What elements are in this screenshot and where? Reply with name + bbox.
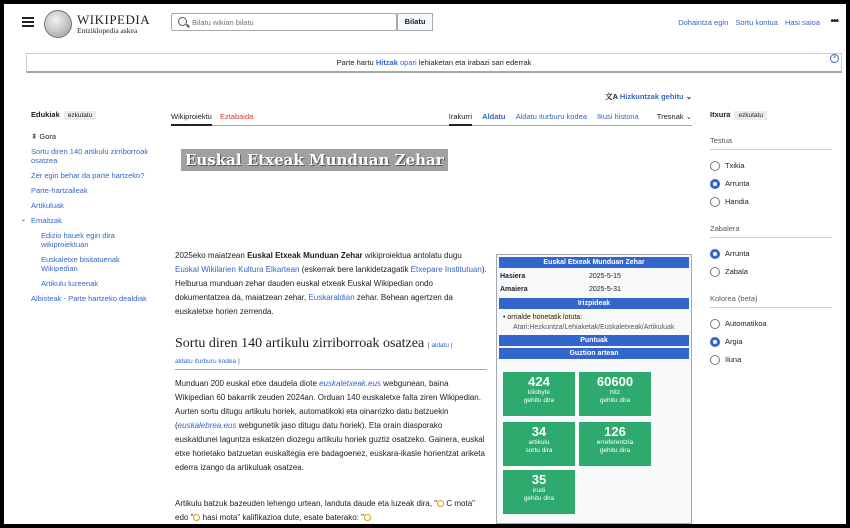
radio-color-auto[interactable]: Automatikoa <box>710 316 832 334</box>
tagline: Entziklopedia askea <box>77 26 138 35</box>
heading-divider <box>175 369 487 370</box>
section-heading: Sortu diren 140 artikulu zirriborroak osatzea [ aldatu | aldatu iturburu kodea ] <box>175 336 453 365</box>
infobox-title: Euskal Etxeak Munduan Zehar <box>499 257 689 268</box>
tab-edit-source[interactable]: Aldatu iturburu kodea <box>515 112 587 121</box>
toc-item[interactable]: Artikuluak <box>31 201 64 210</box>
chevron-down-icon[interactable]: ⌄ <box>21 217 27 223</box>
toc-hide-button[interactable]: ezkutatu <box>64 111 97 120</box>
search-button[interactable]: Bilatu <box>397 13 433 31</box>
tab-talk[interactable]: Eztabaida <box>219 112 254 121</box>
points-title[interactable]: Puntuak <box>499 335 689 346</box>
radio-color-light[interactable]: Argia <box>710 334 832 352</box>
stat-words: 60600 hitz gehitu dira <box>579 372 651 416</box>
summary-title: Guztion artean <box>499 348 689 359</box>
end-value: 2025-5-31 <box>589 286 621 293</box>
toc-subitem[interactable]: Euskaletxe bisitatuenak Wikipedian <box>41 255 120 273</box>
donate-link[interactable]: Dohaintza egin <box>678 18 729 27</box>
toc-subitem[interactable]: Artikulu luzeenak <box>41 279 99 288</box>
link-euskalebrea[interactable]: euskalebrea.eus <box>177 421 237 430</box>
start-label: Hasiera <box>500 273 526 280</box>
appearance-panel <box>710 110 832 370</box>
body-paragraph: Munduan 200 euskal etxe daudela diote euskaletxeak.eus webgunean, baina Wikipedian 60 bakarrik zeuden 2024an. Orduan 140 euskaletxe falta ziren Wikipedian. Aurten sortu ditugu artikulu horiek, automatikoki eta oinarrizko datu batzuekin (euskalebrea.eus webgunetik jaso ditugu datu horiek). Eta orain diasporako euskaldunei laguntza eskatzen diozegu artikulu horiek guztiz osatzeko. Gainera, euskal etxe horietako batzuetan euskaltegia ere badagoenez, euskara-ikasle horientzat ariketa ederra izango da artikuluak osatzea. <box>175 379 485 472</box>
tab-project[interactable]: Wikiproiektu <box>171 112 212 126</box>
search-icon <box>178 17 187 26</box>
chevron-down-icon: ⌄ <box>685 92 692 101</box>
menu-icon[interactable] <box>22 17 34 27</box>
search-box[interactable] <box>171 13 397 31</box>
criteria-list: • orrialde honetatik lotuta: Atari:Hezkuntza/Lehiaketak/Euskaletxeak/Artikuluak <box>499 311 689 335</box>
more-icon[interactable]: ••• <box>830 16 838 27</box>
infobox <box>496 254 692 524</box>
criteria-title: Irizpideak <box>499 298 689 309</box>
tab-read[interactable]: Irakurri <box>449 112 472 126</box>
page <box>4 4 846 524</box>
radio-text-large[interactable]: Handia <box>710 194 832 212</box>
section-edit-source-link[interactable]: aldatu iturburu kodea <box>175 358 237 365</box>
toc-subitem[interactable]: Edizio hauek egin dira wikiproiektuan <box>41 231 115 249</box>
site-header <box>4 4 846 44</box>
toc-item[interactable]: Sortu diren 140 artikulu zirriborroak osatzea <box>31 147 149 165</box>
appearance-title: Itxura <box>710 110 731 119</box>
tab-edit[interactable]: Aldatu <box>482 112 506 121</box>
toc-item[interactable]: Zer egin behar da parte hartzeko? <box>31 171 145 180</box>
notice-link-opari[interactable]: opari <box>400 58 417 67</box>
stat-images: 35 irudi gehitu dira <box>503 470 575 514</box>
radio-width-wide[interactable]: Zabala <box>710 264 832 282</box>
section-edit-link[interactable]: aldatu <box>431 342 450 349</box>
body-paragraph: Artikulu batzuk bazeuden lehengo urtean, landuta daude eta luzeak dira, " C mota" edo " hasi mota" kalifikazioa dute, esate baterako: " <box>175 499 475 522</box>
search-input[interactable] <box>192 16 392 28</box>
tab-history[interactable]: Ikusi historia <box>597 112 639 121</box>
hero-title: Euskal Etxeak Munduan Zehar <box>181 149 448 171</box>
toc-top[interactable]: ⇞ Gora <box>31 132 57 141</box>
toc-item[interactable]: Parte-hartzaileak <box>31 186 88 195</box>
link-elkartea[interactable]: Euskal Wikilarien Kultura Elkartean <box>175 265 300 274</box>
stat-references: 126 erreferentzia gehitu dira <box>579 422 651 466</box>
login-link[interactable]: Hasi saioa <box>784 18 820 27</box>
appearance-hide-button[interactable]: ezkutatu <box>734 111 767 120</box>
width-label: Zabalera <box>710 224 832 238</box>
face-icon <box>364 514 371 521</box>
text-size-label: Testua <box>710 136 832 150</box>
stat-articles: 34 artikulu sortu dira <box>503 422 575 466</box>
notice-link-hitzak[interactable]: Hitzak <box>375 58 398 67</box>
start-value: 2025-5-15 <box>589 273 621 280</box>
top-icon: ⇞ <box>31 132 38 141</box>
notice-prefix: Parte hartu <box>336 58 374 67</box>
toc-item[interactable]: Albisteak - Parte hartzeko dealdiak <box>31 294 147 303</box>
create-account-link[interactable]: Sortu kontua <box>735 18 778 27</box>
radio-width-standard[interactable]: Arrunta <box>710 246 832 264</box>
link-etxepare[interactable]: Etxepare Institutuan <box>410 265 482 274</box>
intro-paragraph: 2025eko maiatzean Euskal Etxeak Munduan Zehar wikiproiektua antolatu dugu Euskal Wikilarien Kultura Elkartean (eskerrak bere lankidetzagatik Etxepare Institutuan). Helburua munduan zehar dauden euskal etxeak Euskal Wikipedian ondo dokumentatzea da, maiatzean zehar, Euskaraldian zehar. Behean agertzen da euskaletxe horien zerrenda. <box>175 251 487 316</box>
radio-text-small[interactable]: Txikia <box>710 158 832 176</box>
link-euskaraldia[interactable]: Euskaraldian <box>308 293 355 302</box>
add-languages-button[interactable]: 文A Hizkuntzak gehitu ⌄ <box>605 92 692 101</box>
page-tabs <box>171 110 692 126</box>
site-notice <box>26 53 842 73</box>
notice-suffix: lehiaketan eta irabazi sari ederrak <box>418 58 532 67</box>
color-label: Kolorea (beta) <box>710 294 832 308</box>
table-of-contents <box>21 110 157 303</box>
wordmark[interactable]: WIKIPEDIA <box>77 12 151 27</box>
close-icon[interactable]: × <box>830 54 839 63</box>
toc-title: Edukiak <box>31 110 60 119</box>
criteria-path: Atari:Hezkuntza/Lehiaketak/Euskaletxeak/Artikuluak <box>513 324 675 331</box>
end-label: Amaiera <box>500 286 528 293</box>
link-euskaletxeak[interactable]: euskaletxeak.eus <box>319 379 381 388</box>
tab-tools[interactable]: Tresnak ⌄ <box>656 112 692 121</box>
stat-kilobytes: 424 kilobyte gehitu dira <box>503 372 575 416</box>
wikipedia-globe-logo[interactable] <box>44 10 72 38</box>
translate-icon: 文A <box>605 92 618 101</box>
radio-text-standard[interactable]: Arrunta <box>710 176 832 194</box>
toc-item[interactable]: ⌄ Emaitzak <box>21 216 62 225</box>
user-links <box>673 18 820 27</box>
radio-color-dark[interactable]: Iluna <box>710 352 832 370</box>
